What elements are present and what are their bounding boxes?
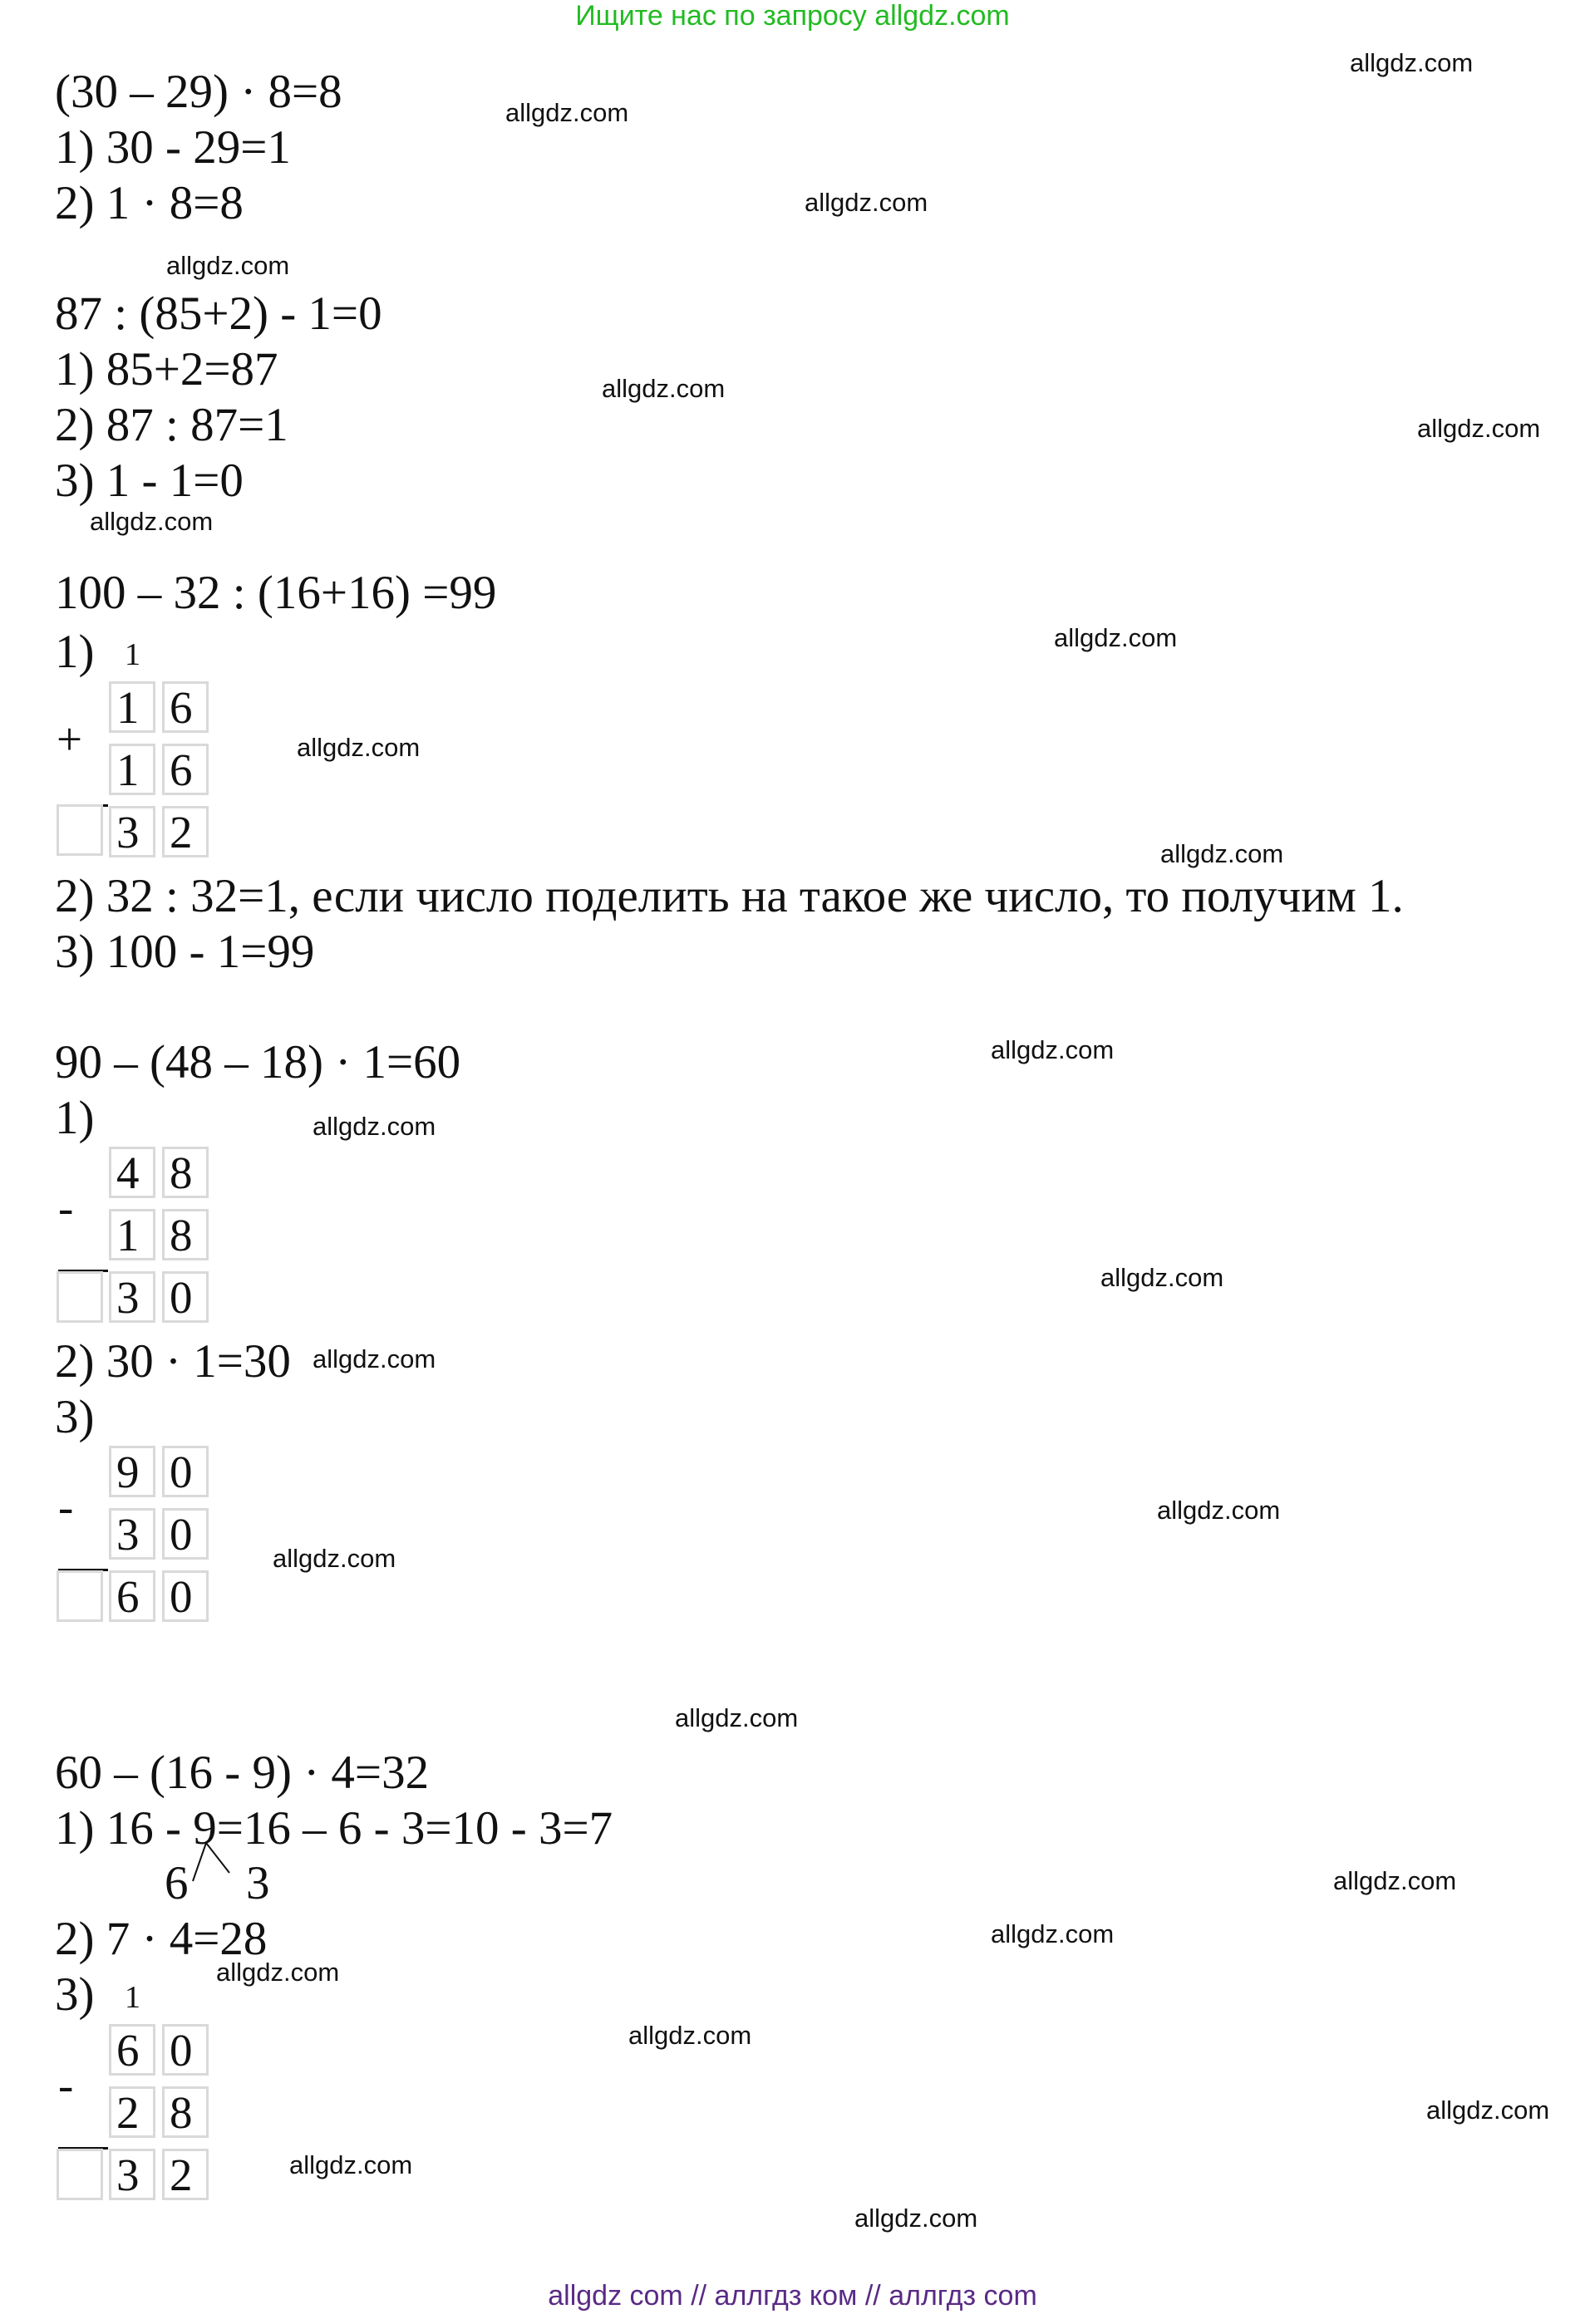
watermark: allgdz.com xyxy=(216,1958,340,1987)
watermark: allgdz.com xyxy=(289,2150,413,2179)
digit-cell: 6 xyxy=(109,1570,155,1622)
digit-cell: 2 xyxy=(109,2086,155,2138)
watermark: allgdz.com xyxy=(675,1703,799,1732)
digit-cell: 0 xyxy=(162,1271,209,1323)
digit-cell: 6 xyxy=(162,744,209,795)
digit-cell: 8 xyxy=(162,2086,209,2138)
watermark: allgdz.com xyxy=(90,507,214,536)
digit-cell: 0 xyxy=(162,1508,209,1560)
watermark: allgdz.com xyxy=(1160,839,1284,868)
watermark: allgdz.com xyxy=(313,1344,436,1373)
watermark: allgdz.com xyxy=(628,2021,752,2050)
task2-step3: 3) 1 - 1=0 xyxy=(55,454,244,507)
task1-step2: 2) 1 · 8=8 xyxy=(55,177,244,229)
digit-cell: 1 xyxy=(109,681,155,733)
task5-carry-digit: 1 xyxy=(125,1980,140,2015)
digit-cell: 8 xyxy=(162,1147,209,1198)
watermark: allgdz.com xyxy=(505,98,629,127)
watermark: allgdz.com xyxy=(1157,1496,1281,1525)
digit-cell: 3 xyxy=(109,806,155,857)
task3-expression: 100 – 32 : (16+16) =99 xyxy=(55,567,497,619)
watermark: allgdz.com xyxy=(991,1035,1115,1064)
watermark: allgdz.com xyxy=(297,733,421,762)
task3-carry-digit: 1 xyxy=(125,637,140,672)
watermark: allgdz.com xyxy=(991,1919,1115,1948)
digit-cell: 0 xyxy=(162,1570,209,1622)
task1-step1: 1) 30 - 29=1 xyxy=(55,121,291,174)
digit-cell: 8 xyxy=(162,1209,209,1260)
task5-expression: 60 – (16 - 9) · 4=32 xyxy=(55,1747,430,1799)
footer-links[interactable]: allgdz com // аллгдз ком // аллгдз com xyxy=(548,2280,1037,2312)
watermark: allgdz.com xyxy=(1426,2096,1550,2125)
empty-cell xyxy=(57,804,103,856)
digit-cell: 9 xyxy=(109,1446,155,1497)
task4-step3: 3) xyxy=(55,1391,95,1443)
task3-step3: 3) 100 - 1=99 xyxy=(55,926,315,978)
digit-cell: 1 xyxy=(109,744,155,795)
task2-step1: 1) 85+2=87 xyxy=(55,343,278,396)
digit-cell: 2 xyxy=(162,806,209,857)
task5-step3: 3) xyxy=(55,1968,95,2021)
minus-sign: - xyxy=(58,2060,74,2110)
task2-step2: 2) 87 : 87=1 xyxy=(55,399,288,451)
watermark: allgdz.com xyxy=(805,188,928,217)
digit-cell: 6 xyxy=(109,2024,155,2076)
digit-cell: 4 xyxy=(109,1147,155,1198)
empty-cell xyxy=(57,1570,103,1622)
task4-expression: 90 – (48 – 18) · 1=60 xyxy=(55,1036,461,1088)
digit-cell: 6 xyxy=(162,681,209,733)
task5-step1: 1) 16 - 9=16 – 6 - 3=10 - 3=7 xyxy=(55,1802,613,1855)
digit-cell: 2 xyxy=(162,2149,209,2200)
minus-sign: - xyxy=(58,1182,74,1233)
task4-step2: 2) 30 · 1=30 xyxy=(55,1335,291,1388)
decomposition-branch-icon xyxy=(190,1838,239,1888)
watermark: allgdz.com xyxy=(1417,414,1541,443)
watermark: allgdz.com xyxy=(602,374,726,403)
watermark: allgdz.com xyxy=(1100,1263,1224,1292)
digit-cell: 3 xyxy=(109,1271,155,1323)
plus-sign: + xyxy=(57,714,83,764)
watermark: allgdz.com xyxy=(1333,1866,1457,1895)
digit-cell: 3 xyxy=(109,2149,155,2200)
digit-cell: 1 xyxy=(109,1209,155,1260)
split-left-digit: 6 xyxy=(165,1857,189,1909)
watermark: allgdz.com xyxy=(166,251,290,280)
digit-cell: 3 xyxy=(109,1508,155,1560)
empty-cell xyxy=(57,2149,103,2200)
digit-cell: 0 xyxy=(162,1446,209,1497)
task3-step2: 2) 32 : 32=1, если число поделить на такое же число, то получим 1. xyxy=(55,870,1404,922)
watermark: allgdz.com xyxy=(854,2204,978,2233)
watermark: allgdz.com xyxy=(273,1544,396,1573)
task5-step2: 2) 7 · 4=28 xyxy=(55,1913,268,1965)
empty-cell xyxy=(57,1271,103,1323)
task3-step1: 1) xyxy=(55,626,95,678)
promo-banner[interactable]: Ищите нас по запросу allgdz.com xyxy=(575,0,1010,32)
minus-sign: - xyxy=(58,1481,74,1532)
task2-expression: 87 : (85+2) - 1=0 xyxy=(55,287,382,340)
task1-expression: (30 – 29) · 8=8 xyxy=(55,66,342,118)
watermark: allgdz.com xyxy=(1350,48,1474,77)
task4-step1: 1) xyxy=(55,1092,95,1144)
digit-cell: 0 xyxy=(162,2024,209,2076)
watermark: allgdz.com xyxy=(313,1112,436,1141)
split-right-digit: 3 xyxy=(246,1857,270,1909)
watermark: allgdz.com xyxy=(1054,623,1178,652)
